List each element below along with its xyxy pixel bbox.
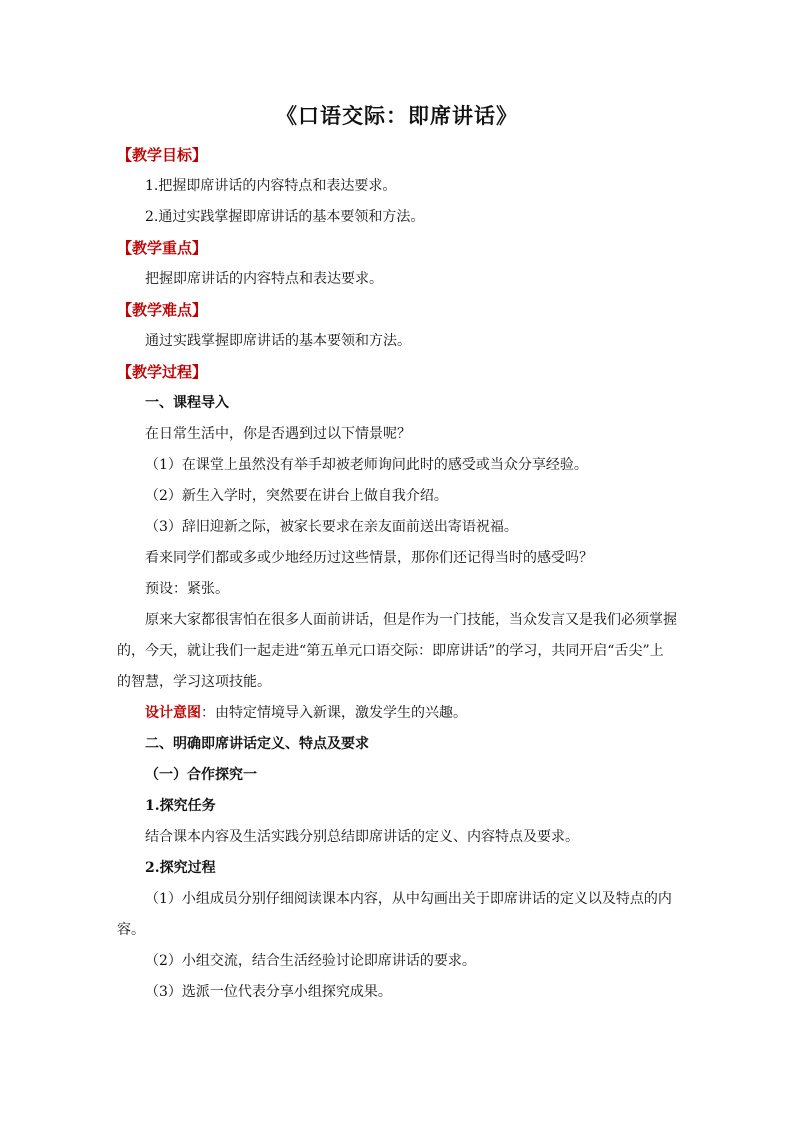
process-step: （1）小组成员分别仔细阅读课本内容，从中勾画出关于即席讲话的定义以及特点的内容。 [117,891,672,938]
document-body [117,140,677,1008]
document-title: 《口语交际：即席讲话》 [276,103,518,128]
section-heading-difficulties: 【教学难点】 [117,301,208,319]
process-step: （2）小组交流，结合生活经验讨论即席讲话的要求。 [145,953,476,969]
part1-title: 一、课程导入 [145,395,229,411]
part1-preset: 预设：紧张。 [145,581,229,597]
part1-intro: 在日常生活中，你是否遇到过以下情景呢？ [145,426,411,442]
goal-item: 1.把握即席讲话的内容特点和表达要求。 [145,178,397,194]
scenario-item: （2）新生入学时，突然要在讲台上做自我介绍。 [145,488,448,504]
design-intent [117,698,677,729]
design-intent-text: ：由特定情境导入新课，激发学生的兴趣。 [201,705,467,721]
section-heading-goals: 【教学目标】 [117,146,208,164]
scenario-item: （3）辞旧迎新之际，被家长要求在亲友面前送出寄语祝福。 [145,519,518,535]
part2-title: 二、明确即席讲话定义、特点及要求 [145,736,369,752]
part1-transition: 原来大家都很害怕在很多人面前讲话，但是作为一门技能，当众发言又是我们必须掌握的，今天，就让我们一起走进“第五单元口语交际：即席讲话”的学习，共同开启“舌尖”上的智慧，学习这项技能。 [117,612,677,690]
task-title: 1.探究任务 [145,798,216,814]
process-title: 2.探究过程 [145,860,216,876]
scenario-item: （1）在课堂上虽然没有举手却被老师询问此时的感受或当众分享经验。 [145,457,588,473]
part1-question: 看来同学们都或多或少地经历过这些情景，那你们还记得当时的感受吗？ [145,550,593,566]
difficulties-text: 通过实践掌握即席讲话的基本要领和方法。 [145,333,411,349]
part2-sub-title: （一）合作探究一 [145,767,257,783]
process-step: （3）选派一位代表分享小组探究成果。 [145,984,392,1000]
design-intent-label: 设计意图 [145,705,201,721]
section-heading-process: 【教学过程】 [117,363,208,381]
key-points-text: 把握即席讲话的内容特点和表达要求。 [145,271,383,287]
task-text: 结合课本内容及生活实践分别总结即席讲话的定义、内容特点及要求。 [145,829,579,845]
goal-item: 2.通过实践掌握即席讲话的基本要领和方法。 [145,209,425,225]
section-heading-key-points: 【教学重点】 [117,239,208,257]
